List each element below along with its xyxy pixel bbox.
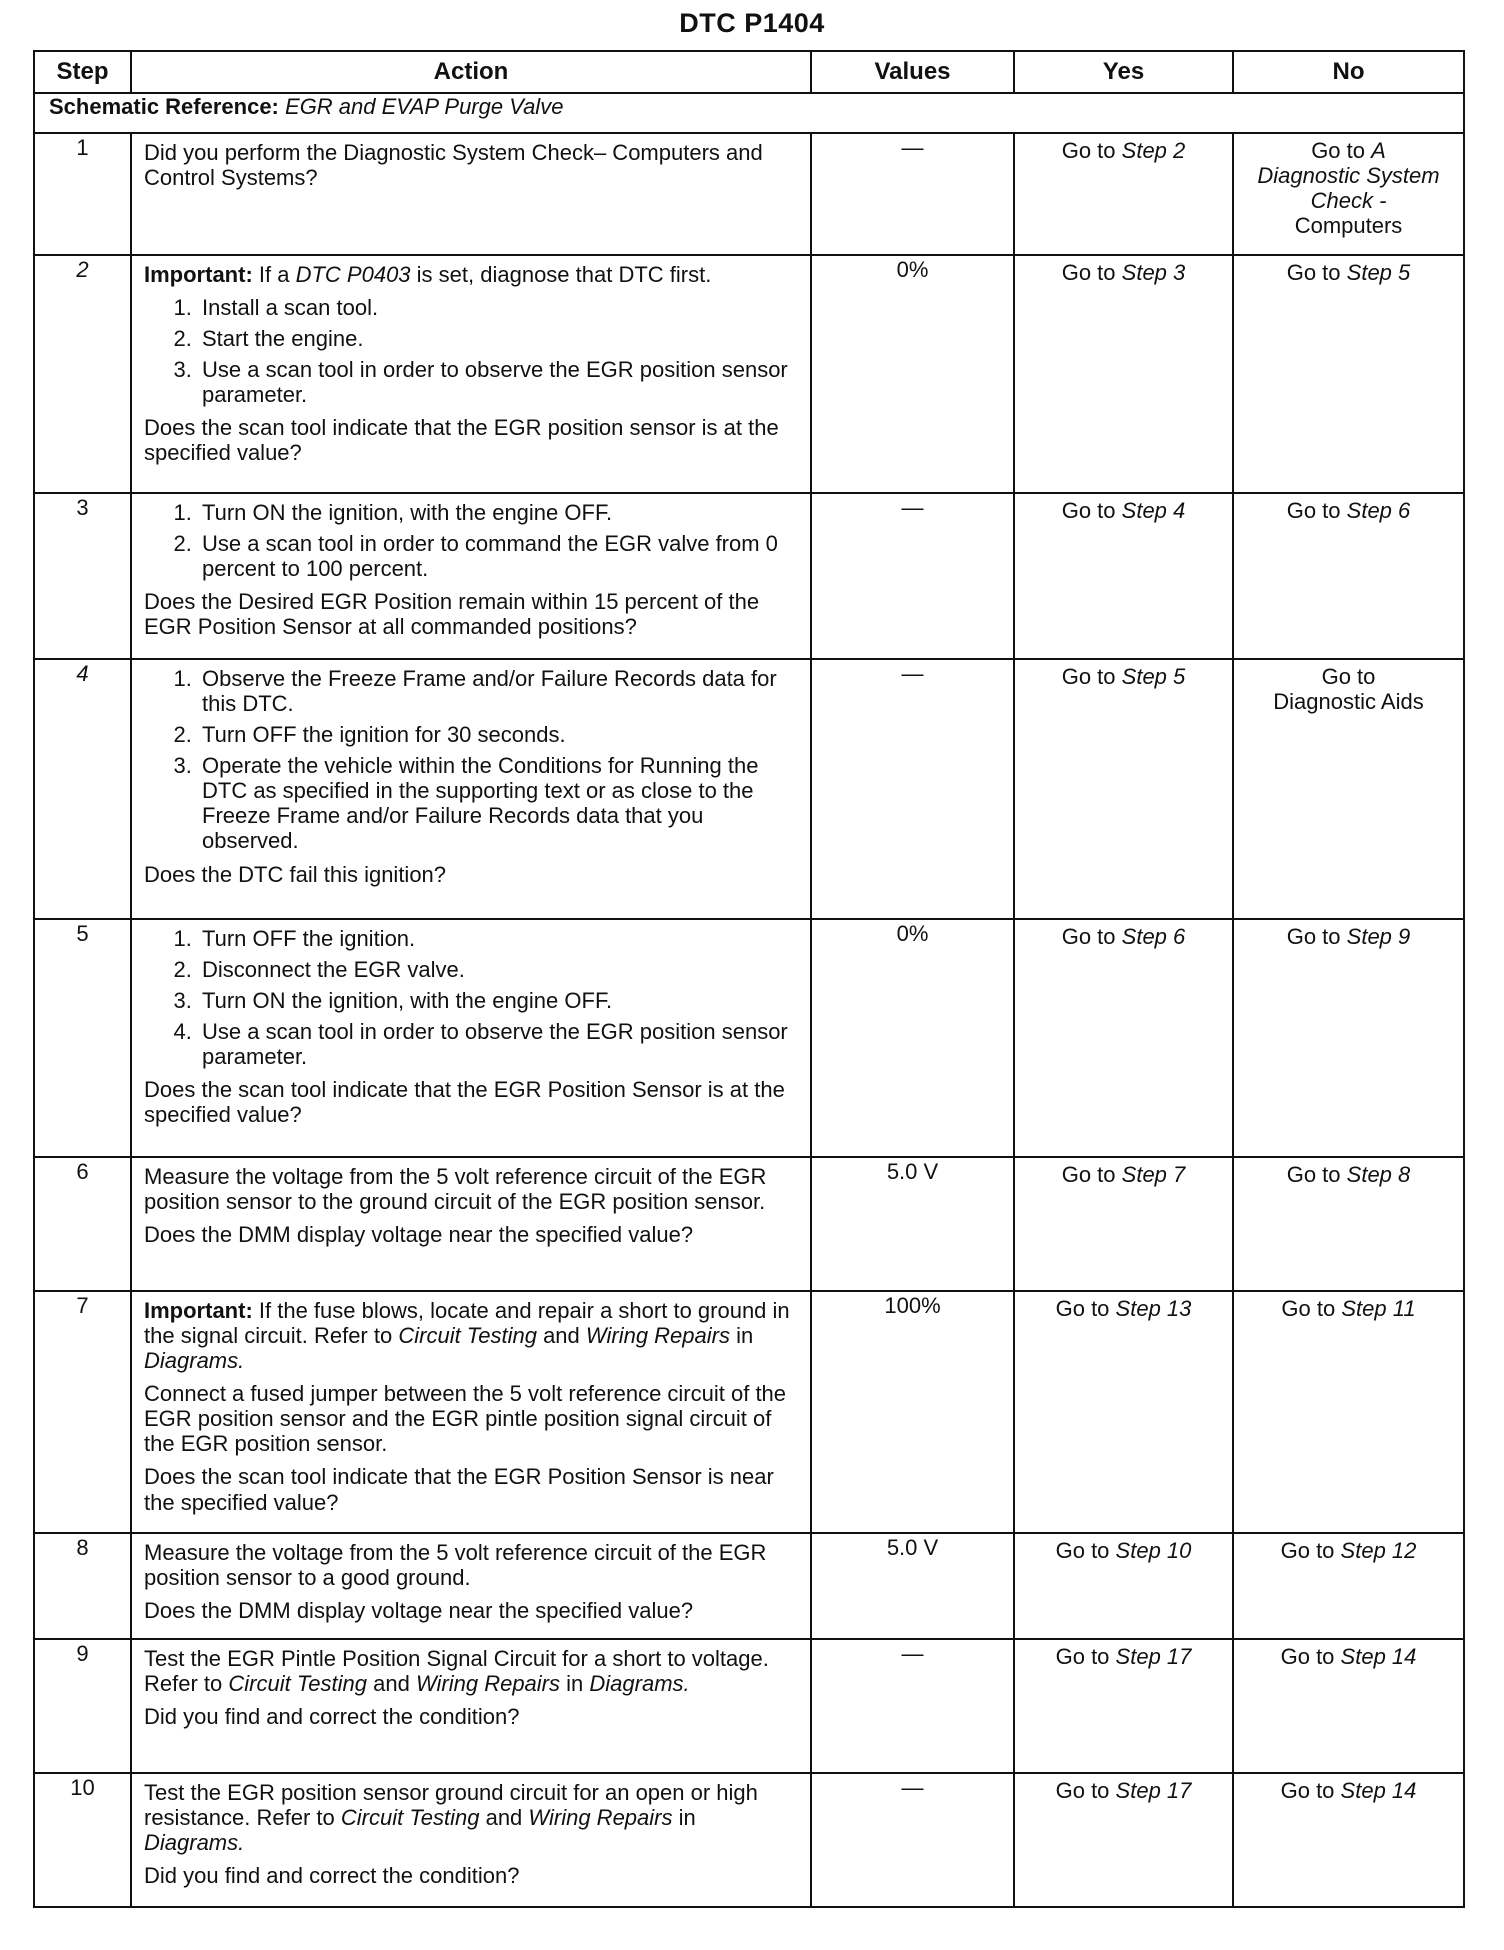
note-text: If the fuse blows, locate and repair a short to ground in the signal circuit. Refer to [144,1298,790,1349]
step-number: 10 [34,1773,131,1907]
no-cell [1233,493,1464,659]
table-row [34,659,1464,919]
note-text: If a [258,262,290,287]
important-note [144,262,800,287]
value-cell: — [811,659,1014,919]
header-row [34,51,1464,93]
action-cell [131,133,811,255]
yes-cell [1014,255,1233,493]
important-label: Important: [144,262,253,287]
step-number: 1 [34,133,131,255]
instruction-text: in [566,1671,584,1697]
list-item: 1. Turn ON the ignition, with the engine OFF. [198,500,800,525]
action-question: Does the scan tool indicate that the EGR Position Sensor is at the specified value? [144,1077,785,1128]
table-row [34,1157,1464,1291]
reference-link: Circuit Testing [340,1805,480,1831]
reference-link: Circuit Testing [398,1323,537,1349]
go-to-text: Go to [1061,260,1116,285]
action-cell [131,1157,811,1291]
yes-target: Step 17 [1115,1644,1192,1669]
action-cell [131,659,811,919]
reference-link: Diagrams. [589,1671,690,1697]
yes-target: Step 17 [1115,1778,1192,1803]
action-question: Does the DTC fail this ignition? [144,861,447,887]
reference-link: Circuit Testing [228,1671,367,1697]
schematic-reference [34,93,1464,133]
action-cell [131,493,811,659]
table-row [34,1291,1464,1533]
go-to-text: Go to [1055,1778,1110,1803]
action-cell [131,1639,811,1773]
dtc-reference: DTC P0403 [295,262,411,287]
important-note [144,1298,800,1373]
schematic-value: EGR and EVAP Purge Valve [285,94,564,119]
procedure-list [144,666,800,854]
no-cell [1233,1157,1464,1291]
list-item: 1. Install a scan tool. [198,295,800,320]
schematic-label: Schematic Reference: [49,94,279,119]
action-instruction [144,1780,800,1855]
no-cell [1233,133,1464,255]
yes-cell [1014,1291,1233,1533]
schematic-row [34,93,1464,133]
action-question: Did you find and correct the condition? [144,1863,520,1889]
go-to-text: Go to [1061,664,1116,689]
procedure-list [144,926,800,1069]
instruction-text: and [485,1805,523,1831]
yes-target: Step 3 [1121,260,1186,285]
yes-cell [1014,133,1233,255]
yes-target: Step 4 [1121,498,1186,523]
list-item: 2. Turn OFF the ignition for 30 seconds. [198,722,800,747]
table-row [34,493,1464,659]
important-label: Important: [144,1298,253,1323]
no-target: Step 8 [1346,1162,1411,1187]
no-target: Step 11 [1341,1296,1416,1321]
list-item: 3. Operate the vehicle within the Conditions for Running the DTC as specified in the supporting text or as close to the Freeze Frame and/or Failure Records data that you observed. [198,753,800,853]
reference-link: Wiring Repairs [528,1805,673,1831]
note-text: and [543,1323,580,1349]
action-instruction: Measure the voltage from the 5 volt reference circuit of the EGR position sensor to a good ground. [144,1540,767,1591]
no-target: Step 6 [1346,498,1411,523]
no-cell [1233,1291,1464,1533]
go-to-text: Go to [1055,1538,1110,1563]
yes-target: Step 7 [1121,1162,1186,1187]
yes-target: Step 13 [1115,1296,1192,1321]
list-item: 3. Turn ON the ignition, with the engine OFF. [198,988,800,1013]
header-values: Values [811,51,1014,93]
reference-link: Wiring Repairs [415,1671,561,1697]
procedure-list [144,500,800,581]
table-row [34,919,1464,1157]
no-target: Diagnostic Aids [1273,689,1424,715]
no-target-subtitle: Computers [1294,213,1403,239]
header-yes: Yes [1014,51,1233,93]
yes-target: Step 5 [1121,664,1186,689]
go-to-text: Go to [1286,1162,1341,1187]
action-cell [131,1291,811,1533]
table-row [34,1533,1464,1639]
go-to-text: Go to [1286,260,1341,285]
note-text: in [736,1323,754,1349]
instruction-text: in [678,1805,696,1831]
procedure-list [144,295,800,407]
no-cell [1233,1533,1464,1639]
go-to-text: Go to [1280,1778,1335,1803]
action-question: Does the scan tool indicate that the EGR Position Sensor is near the specified value? [144,1464,774,1515]
go-to-text: Go to [1061,924,1116,949]
list-item: 1. Turn OFF the ignition. [198,926,800,951]
no-cell [1233,919,1464,1157]
yes-cell [1014,919,1233,1157]
value-cell: 5.0 V [811,1533,1014,1639]
step-number: 7 [34,1291,131,1533]
yes-cell [1014,659,1233,919]
action-question: Does the Desired EGR Position remain within 15 percent of the EGR Position Sensor at all commanded positions? [144,589,760,640]
no-target: Step 14 [1340,1778,1417,1803]
yes-cell [1014,1157,1233,1291]
no-target: Step 12 [1340,1538,1417,1563]
yes-target: Step 6 [1121,924,1186,949]
value-cell: — [811,1639,1014,1773]
reference-link: Diagrams. [144,1348,245,1374]
yes-target: Step 2 [1121,138,1186,163]
yes-cell [1014,493,1233,659]
header-action: Action [131,51,811,93]
go-to-text: Go to [1321,664,1376,689]
no-target: Step 5 [1346,260,1411,285]
step-number: 5 [34,919,131,1157]
action-question: Did you perform the Diagnostic System Check– Computers and Control Systems? [144,140,763,191]
go-to-text: Go to [1280,1644,1335,1669]
value-cell: 100% [811,1291,1014,1533]
value-cell: 0% [811,255,1014,493]
no-cell [1233,255,1464,493]
yes-cell [1014,1533,1233,1639]
value-cell: — [811,1773,1014,1907]
yes-cell [1014,1773,1233,1907]
value-cell: — [811,133,1014,255]
no-target: A [1371,138,1386,163]
action-question: Does the scan tool indicate that the EGR position sensor is at the specified value? [144,415,779,466]
header-no: No [1233,51,1464,93]
table-row [34,255,1464,493]
step-number: 4 [34,659,131,919]
value-cell: — [811,493,1014,659]
step-number: 6 [34,1157,131,1291]
instruction-text: and [373,1671,410,1697]
action-instruction [144,1646,800,1696]
reference-link: Wiring Repairs [585,1323,730,1349]
no-cell [1233,659,1464,919]
value-cell: 0% [811,919,1014,1157]
action-cell [131,255,811,493]
diagnostic-table [33,50,1465,1908]
step-number: 3 [34,493,131,659]
go-to-text: Go to [1281,1296,1336,1321]
no-cell [1233,1773,1464,1907]
action-cell [131,1533,811,1639]
action-cell [131,919,811,1157]
page-title: DTC P1404 [679,8,825,38]
no-cell [1233,1639,1464,1773]
yes-cell [1014,1639,1233,1773]
go-to-text: Go to [1055,1644,1110,1669]
action-question: Does the DMM display voltage near the specified value? [144,1598,694,1624]
table-row [34,1773,1464,1907]
list-item: 4. Use a scan tool in order to observe the EGR position sensor parameter. [198,1019,800,1069]
list-item: 2. Use a scan tool in order to command the EGR valve from 0 percent to 100 percent. [198,531,800,581]
no-target: Step 9 [1346,924,1411,949]
action-instruction: Measure the voltage from the 5 volt reference circuit of the EGR position sensor to the ground circuit of the EGR position sensor. [144,1164,767,1215]
header-step: Step [34,51,131,93]
yes-target: Step 10 [1115,1538,1192,1563]
list-item: 2. Start the engine. [198,326,800,351]
action-cell [131,1773,811,1907]
go-to-text: Go to [1286,498,1341,523]
table-row [34,133,1464,255]
list-item: 1. Observe the Freeze Frame and/or Failure Records data for this DTC. [198,666,800,716]
value-cell: 5.0 V [811,1157,1014,1291]
list-item: 2. Disconnect the EGR valve. [198,957,800,982]
go-to-text: Go to [1286,924,1341,949]
note-text: is set, diagnose that DTC first. [416,262,712,287]
table-row [34,1639,1464,1773]
reference-link: Diagrams. [144,1830,245,1856]
instruction-text: Test the EGR Pintle Position Signal Circuit for a short to voltage. Refer to [144,1646,769,1697]
go-to-text: Go to [1061,138,1116,163]
go-to-text: Go to [1061,498,1116,523]
no-target-title: Diagnostic System Check - [1257,163,1440,214]
go-to-text: Go to [1055,1296,1110,1321]
no-target: Step 14 [1340,1644,1417,1669]
go-to-text: Go to [1311,138,1365,163]
instruction-text: Test the EGR position sensor ground circuit for an open or high resistance. Refer to [144,1780,758,1831]
step-number: 2 [34,255,131,493]
go-to-text: Go to [1280,1538,1335,1563]
action-question: Did you find and correct the condition? [144,1704,520,1730]
list-item: 3. Use a scan tool in order to observe the EGR position sensor parameter. [198,357,800,407]
action-question: Does the DMM display voltage near the specified value? [144,1222,694,1248]
action-instruction: Connect a fused jumper between the 5 volt reference circuit of the EGR position sensor and the EGR pintle position signal circuit of the EGR position sensor. [144,1381,787,1457]
go-to-text: Go to [1061,1162,1116,1187]
step-number: 9 [34,1639,131,1773]
step-number: 8 [34,1533,131,1639]
